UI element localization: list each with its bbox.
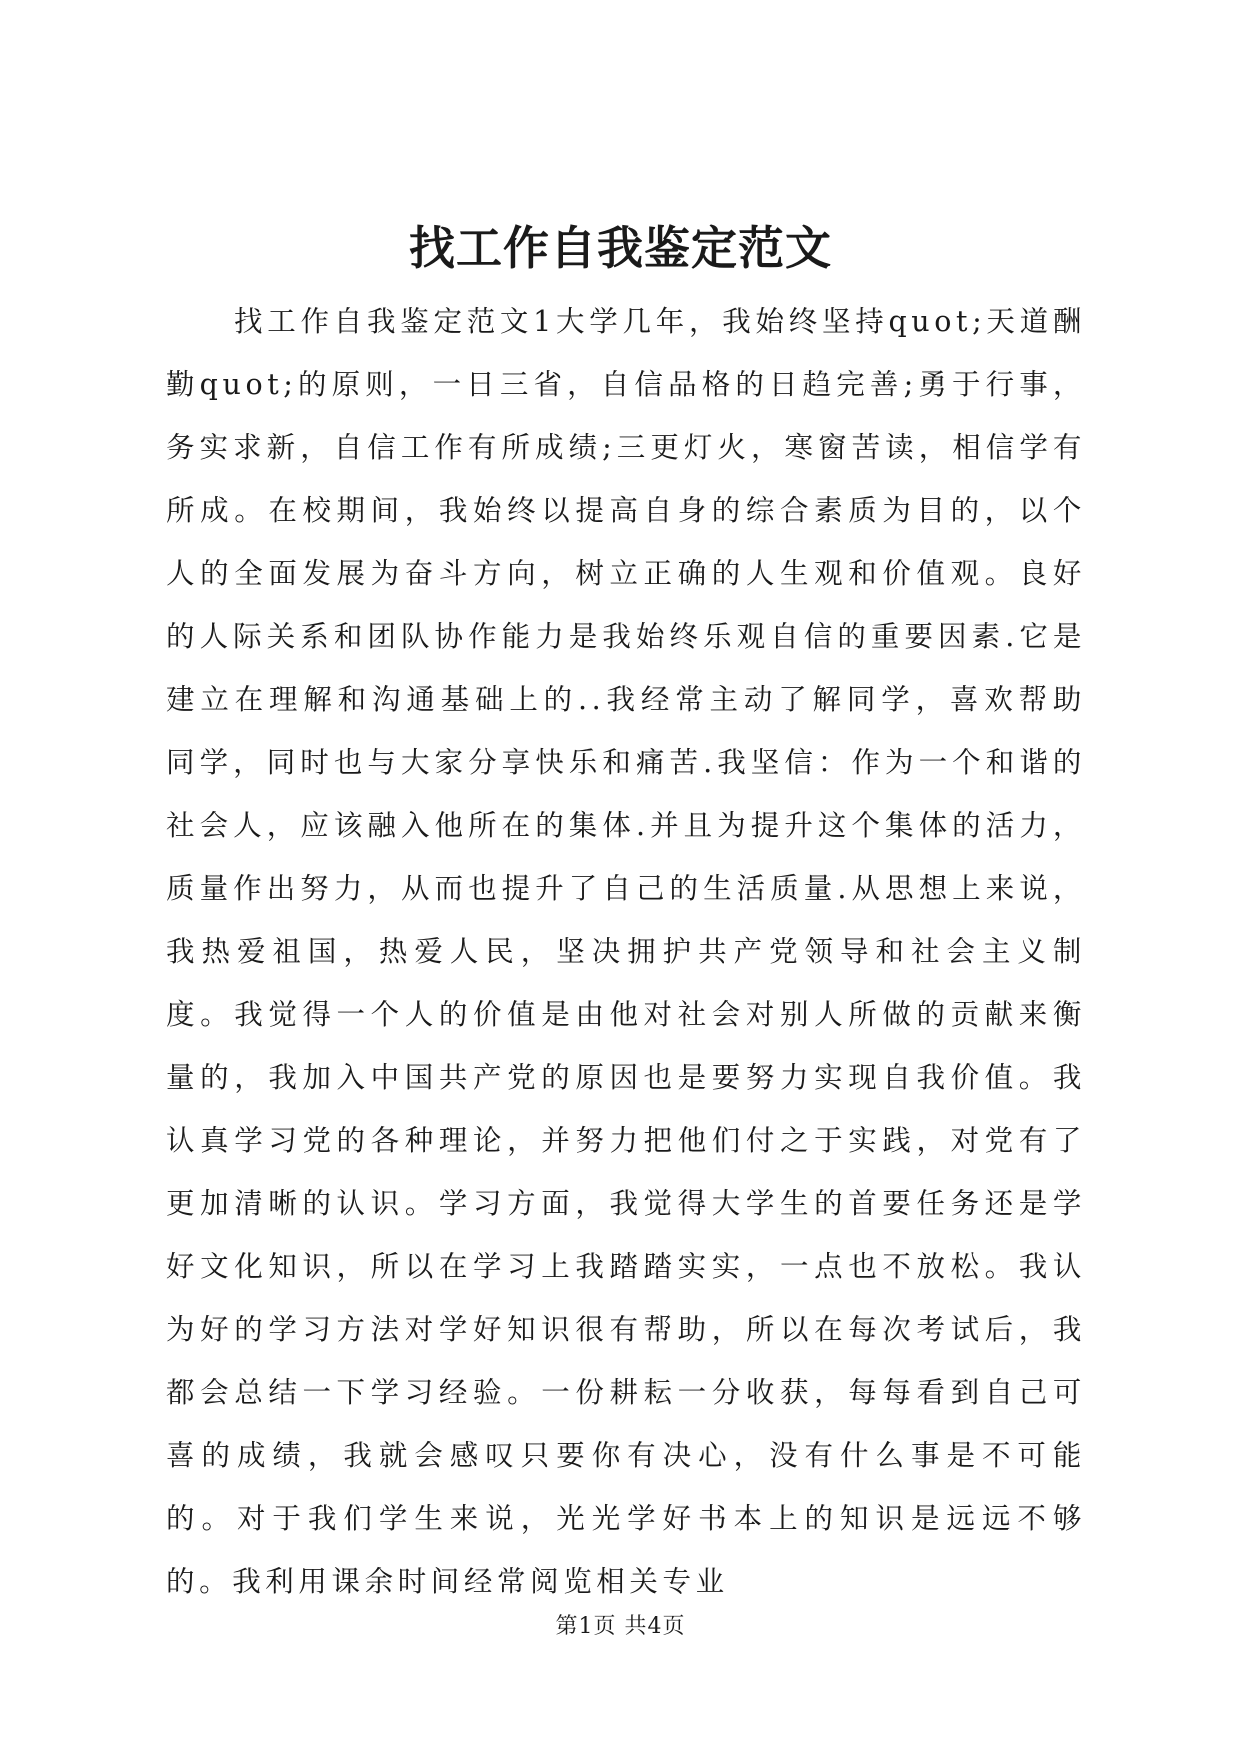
page-number-footer: 第1页 共4页 (555, 1614, 686, 1639)
document-body-paragraph: 找工作自我鉴定范文1大学几年，我始终坚持quot;天道酬勤quot;的原则，一日三省，自信品格的日趋完善;勇于行事，务实求新，自信工作有所成绩;三更灯火，寒窗苦读，相信学有所成。在校期间，我始终以提高自身的综合素质为目的，以个人的全面发展为奋斗方向，树立正确的人生观和价值观。良好的人际关系和团队协作能力是我始终乐观自信的重要因素.它是建立在理解和沟通基础上的..我经常主动了解同学，喜欢帮助同学，同时也与大家分享快乐和痛苦.我坚信：作为一个和谐的社会人，应该融入他所在的集体.并且为提升这个集体的活力，质量作出努力，从而也提升了自己的生活质量.从思想上来说，我热爱祖国，热爱人民，坚决拥护共产党领导和社会主义制度。我觉得一个人的价值是由他对社会对别人所做的贡献来衡量的，我加入中国共产党的原因也是要努力实现自我价值。我认真学习党的各种理论，并努力把他们付之于实践，对党有了更加清晰的认识。学习方面，我觉得大学生的首要任务还是学好文化知识，所以在学习上我踏踏实实，一点也不放松。我认为好的学习方法对学好知识很有帮助，所以在每次考试后，我都会总结一下学习经验。一份耕耘一分收获，每每看到自己可喜的成绩，我就会感叹只要你有决心，没有什么事是不可能的。对于我们学生来说，光光学好书本上的知识是远远不够的。我利用课余时间经常阅览相关专业 (166, 305, 1086, 1598)
document-title: 找工作自我鉴定范文 (409, 221, 832, 275)
